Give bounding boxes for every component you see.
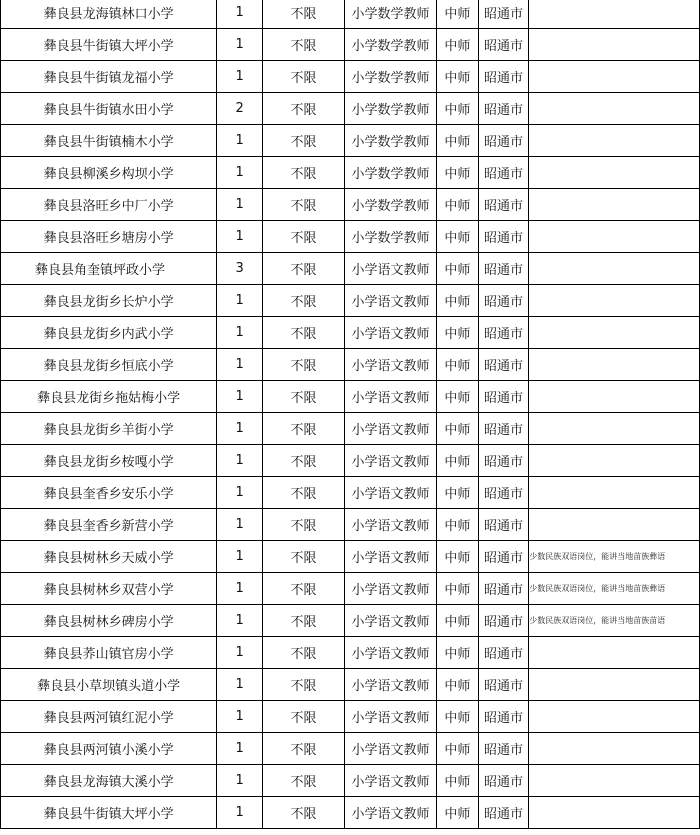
city-cell: 昭通市 xyxy=(478,413,529,445)
headcount-cell: 1 xyxy=(217,477,263,509)
school-name-cell: 彝良县牛街镇水田小学 xyxy=(1,93,217,125)
table-row xyxy=(1,285,700,317)
requirement-cell: 不限 xyxy=(263,317,345,349)
city-cell: 昭通市 xyxy=(478,61,529,93)
remark-cell xyxy=(529,125,700,157)
table-row xyxy=(1,605,700,637)
city-cell: 昭通市 xyxy=(478,477,529,509)
city-cell: 昭通市 xyxy=(478,733,529,765)
qualification-cell: 中师 xyxy=(437,477,479,509)
qualification-cell: 中师 xyxy=(437,605,479,637)
position-cell: 小学数学教师 xyxy=(345,157,437,189)
headcount-cell: 1 xyxy=(217,381,263,413)
school-name-cell: 彝良县荞山镇官房小学 xyxy=(1,637,217,669)
requirement-cell: 不限 xyxy=(263,157,345,189)
qualification-cell: 中师 xyxy=(437,701,479,733)
city-cell: 昭通市 xyxy=(478,701,529,733)
school-name-cell: 彝良县龙街乡长炉小学 xyxy=(1,285,217,317)
position-cell: 小学数学教师 xyxy=(345,0,437,29)
school-name-cell: 彝良县龙街乡恒底小学 xyxy=(1,349,217,381)
position-cell: 小学语文教师 xyxy=(345,413,437,445)
position-cell: 小学语文教师 xyxy=(345,637,437,669)
requirement-cell: 不限 xyxy=(263,285,345,317)
qualification-cell: 中师 xyxy=(437,221,479,253)
qualification-cell: 中师 xyxy=(437,765,479,797)
school-name-cell: 彝良县洛旺乡塘房小学 xyxy=(1,221,217,253)
city-cell: 昭通市 xyxy=(478,221,529,253)
remark-cell: 少数民族双语岗位，能讲当地苗族苗语 xyxy=(529,605,700,637)
school-name-cell: 彝良县树林乡天威小学 xyxy=(1,541,217,573)
position-cell: 小学数学教师 xyxy=(345,189,437,221)
city-cell: 昭通市 xyxy=(478,669,529,701)
qualification-cell: 中师 xyxy=(437,93,479,125)
city-cell: 昭通市 xyxy=(478,445,529,477)
requirement-cell: 不限 xyxy=(263,669,345,701)
requirement-cell: 不限 xyxy=(263,509,345,541)
position-cell: 小学语文教师 xyxy=(345,317,437,349)
qualification-cell: 中师 xyxy=(437,349,479,381)
position-cell: 小学语文教师 xyxy=(345,509,437,541)
remark-cell xyxy=(529,797,700,829)
school-name-cell: 彝良县牛街镇大坪小学 xyxy=(1,29,217,61)
table-row xyxy=(1,701,700,733)
requirement-cell: 不限 xyxy=(263,701,345,733)
remark-cell xyxy=(529,637,700,669)
position-cell: 小学语文教师 xyxy=(345,797,437,829)
headcount-cell: 1 xyxy=(217,797,263,829)
requirement-cell: 不限 xyxy=(263,125,345,157)
position-cell: 小学语文教师 xyxy=(345,253,437,285)
qualification-cell: 中师 xyxy=(437,733,479,765)
city-cell: 昭通市 xyxy=(478,29,529,61)
city-cell: 昭通市 xyxy=(478,93,529,125)
table-row xyxy=(1,669,700,701)
requirement-cell: 不限 xyxy=(263,349,345,381)
qualification-cell: 中师 xyxy=(437,413,479,445)
city-cell: 昭通市 xyxy=(478,125,529,157)
headcount-cell: 1 xyxy=(217,317,263,349)
position-cell: 小学语文教师 xyxy=(345,669,437,701)
table-row xyxy=(1,0,700,29)
remark-cell xyxy=(529,189,700,221)
requirement-cell: 不限 xyxy=(263,541,345,573)
table-row xyxy=(1,733,700,765)
qualification-cell: 中师 xyxy=(437,0,479,29)
city-cell: 昭通市 xyxy=(478,573,529,605)
headcount-cell: 1 xyxy=(217,0,263,29)
qualification-cell: 中师 xyxy=(437,541,479,573)
headcount-cell: 1 xyxy=(217,445,263,477)
headcount-cell: 1 xyxy=(217,29,263,61)
position-cell: 小学数学教师 xyxy=(345,125,437,157)
table-row xyxy=(1,349,700,381)
table-row xyxy=(1,29,700,61)
table-row xyxy=(1,445,700,477)
table-row xyxy=(1,253,700,285)
remark-cell xyxy=(529,61,700,93)
city-cell: 昭通市 xyxy=(478,189,529,221)
school-name-cell: 彝良县两河镇小溪小学 xyxy=(1,733,217,765)
headcount-cell: 1 xyxy=(217,573,263,605)
school-name-cell: 彝良县两河镇红泥小学 xyxy=(1,701,217,733)
headcount-cell: 1 xyxy=(217,125,263,157)
school-name-cell: 彝良县树林乡双营小学 xyxy=(1,573,217,605)
headcount-cell: 1 xyxy=(217,669,263,701)
qualification-cell: 中师 xyxy=(437,797,479,829)
headcount-cell: 1 xyxy=(217,349,263,381)
remark-cell xyxy=(529,93,700,125)
school-name-cell: 彝良县龙海镇大溪小学 xyxy=(1,765,217,797)
requirement-cell: 不限 xyxy=(263,605,345,637)
qualification-cell: 中师 xyxy=(437,29,479,61)
requirement-cell: 不限 xyxy=(263,0,345,29)
city-cell: 昭通市 xyxy=(478,285,529,317)
requirement-cell: 不限 xyxy=(263,445,345,477)
city-cell: 昭通市 xyxy=(478,765,529,797)
school-name-cell: 彝良县牛街镇大坪小学 xyxy=(1,797,217,829)
position-cell: 小学语文教师 xyxy=(345,477,437,509)
requirement-cell: 不限 xyxy=(263,765,345,797)
qualification-cell: 中师 xyxy=(437,445,479,477)
school-name-cell: 彝良县牛街镇楠木小学 xyxy=(1,125,217,157)
school-name-cell: 彝良县洛旺乡中厂小学 xyxy=(1,189,217,221)
headcount-cell: 1 xyxy=(217,189,263,221)
table-row xyxy=(1,221,700,253)
remark-cell xyxy=(529,349,700,381)
position-cell: 小学语文教师 xyxy=(345,573,437,605)
requirement-cell: 不限 xyxy=(263,573,345,605)
requirement-cell: 不限 xyxy=(263,253,345,285)
qualification-cell: 中师 xyxy=(437,253,479,285)
qualification-cell: 中师 xyxy=(437,573,479,605)
qualification-cell: 中师 xyxy=(437,669,479,701)
remark-cell xyxy=(529,733,700,765)
remark-cell xyxy=(529,0,700,29)
school-name-cell: 彝良县小草坝镇头道小学 xyxy=(1,669,217,701)
headcount-cell: 1 xyxy=(217,605,263,637)
table-row xyxy=(1,509,700,541)
table-row xyxy=(1,381,700,413)
qualification-cell: 中师 xyxy=(437,637,479,669)
qualification-cell: 中师 xyxy=(437,157,479,189)
table-row xyxy=(1,157,700,189)
position-cell: 小学数学教师 xyxy=(345,221,437,253)
requirement-cell: 不限 xyxy=(263,93,345,125)
requirement-cell: 不限 xyxy=(263,413,345,445)
remark-cell xyxy=(529,701,700,733)
qualification-cell: 中师 xyxy=(437,189,479,221)
remark-cell xyxy=(529,253,700,285)
remark-cell xyxy=(529,317,700,349)
headcount-cell: 1 xyxy=(217,733,263,765)
school-name-cell: 彝良县奎香乡新营小学 xyxy=(1,509,217,541)
qualification-cell: 中师 xyxy=(437,381,479,413)
table-row xyxy=(1,317,700,349)
city-cell: 昭通市 xyxy=(478,381,529,413)
headcount-cell: 1 xyxy=(217,765,263,797)
headcount-cell: 1 xyxy=(217,157,263,189)
remark-cell xyxy=(529,765,700,797)
position-cell: 小学语文教师 xyxy=(345,381,437,413)
city-cell: 昭通市 xyxy=(478,605,529,637)
table-row xyxy=(1,541,700,573)
headcount-cell: 1 xyxy=(217,637,263,669)
school-name-cell: 彝良县龙街乡内武小学 xyxy=(1,317,217,349)
headcount-cell: 1 xyxy=(217,413,263,445)
requirement-cell: 不限 xyxy=(263,797,345,829)
table-row xyxy=(1,573,700,605)
school-name-cell: 彝良县龙海镇林口小学 xyxy=(1,0,217,29)
school-name-cell: 彝良县柳溪乡构坝小学 xyxy=(1,157,217,189)
remark-cell xyxy=(529,669,700,701)
headcount-cell: 1 xyxy=(217,541,263,573)
position-cell: 小学语文教师 xyxy=(345,733,437,765)
city-cell: 昭通市 xyxy=(478,797,529,829)
table-row xyxy=(1,765,700,797)
qualification-cell: 中师 xyxy=(437,125,479,157)
remark-cell xyxy=(529,477,700,509)
requirement-cell: 不限 xyxy=(263,733,345,765)
table-row xyxy=(1,125,700,157)
table-row xyxy=(1,61,700,93)
headcount-cell: 2 xyxy=(217,93,263,125)
school-name-cell: 彝良县奎香乡安乐小学 xyxy=(1,477,217,509)
headcount-cell: 3 xyxy=(217,253,263,285)
position-cell: 小学语文教师 xyxy=(345,285,437,317)
city-cell: 昭通市 xyxy=(478,349,529,381)
position-cell: 小学语文教师 xyxy=(345,541,437,573)
school-name-cell: 彝良县树林乡碑房小学 xyxy=(1,605,217,637)
headcount-cell: 1 xyxy=(217,61,263,93)
position-cell: 小学语文教师 xyxy=(345,701,437,733)
city-cell: 昭通市 xyxy=(478,541,529,573)
requirement-cell: 不限 xyxy=(263,189,345,221)
position-cell: 小学语文教师 xyxy=(345,349,437,381)
table-row xyxy=(1,797,700,829)
requirement-cell: 不限 xyxy=(263,381,345,413)
position-cell: 小学语文教师 xyxy=(345,445,437,477)
school-name-cell: 彝良县牛街镇龙福小学 xyxy=(1,61,217,93)
position-cell: 小学数学教师 xyxy=(345,93,437,125)
position-cell: 小学语文教师 xyxy=(345,605,437,637)
requirement-cell: 不限 xyxy=(263,29,345,61)
city-cell: 昭通市 xyxy=(478,317,529,349)
remark-cell: 少数民族双语岗位，能讲当地苗族彝语 xyxy=(529,573,700,605)
position-cell: 小学数学教师 xyxy=(345,29,437,61)
remark-cell xyxy=(529,221,700,253)
headcount-cell: 1 xyxy=(217,701,263,733)
qualification-cell: 中师 xyxy=(437,285,479,317)
remark-cell xyxy=(529,381,700,413)
requirement-cell: 不限 xyxy=(263,61,345,93)
headcount-cell: 1 xyxy=(217,509,263,541)
remark-cell xyxy=(529,29,700,61)
remark-cell xyxy=(529,413,700,445)
school-name-cell: 彝良县龙街乡拖姑梅小学 xyxy=(1,381,217,413)
requirement-cell: 不限 xyxy=(263,221,345,253)
headcount-cell: 1 xyxy=(217,285,263,317)
position-cell: 小学数学教师 xyxy=(345,61,437,93)
table-row xyxy=(1,189,700,221)
table-row xyxy=(1,477,700,509)
qualification-cell: 中师 xyxy=(437,61,479,93)
remark-cell: 少数民族双语岗位，能讲当地苗族彝语 xyxy=(529,541,700,573)
city-cell: 昭通市 xyxy=(478,0,529,29)
requirement-cell: 不限 xyxy=(263,637,345,669)
qualification-cell: 中师 xyxy=(437,509,479,541)
table-row xyxy=(1,637,700,669)
school-name-cell: 彝良县角奎镇坪政小学 xyxy=(1,253,217,285)
headcount-cell: 1 xyxy=(217,221,263,253)
remark-cell xyxy=(529,509,700,541)
school-name-cell: 彝良县龙街乡桉嘎小学 xyxy=(1,445,217,477)
remark-cell xyxy=(529,285,700,317)
school-name-cell: 彝良县龙街乡羊街小学 xyxy=(1,413,217,445)
qualification-cell: 中师 xyxy=(437,317,479,349)
table-row xyxy=(1,93,700,125)
table-body xyxy=(1,0,700,829)
city-cell: 昭通市 xyxy=(478,253,529,285)
requirement-cell: 不限 xyxy=(263,477,345,509)
remark-cell xyxy=(529,445,700,477)
city-cell: 昭通市 xyxy=(478,509,529,541)
remark-cell xyxy=(529,157,700,189)
table-row xyxy=(1,413,700,445)
city-cell: 昭通市 xyxy=(478,637,529,669)
city-cell: 昭通市 xyxy=(478,157,529,189)
position-cell: 小学语文教师 xyxy=(345,765,437,797)
